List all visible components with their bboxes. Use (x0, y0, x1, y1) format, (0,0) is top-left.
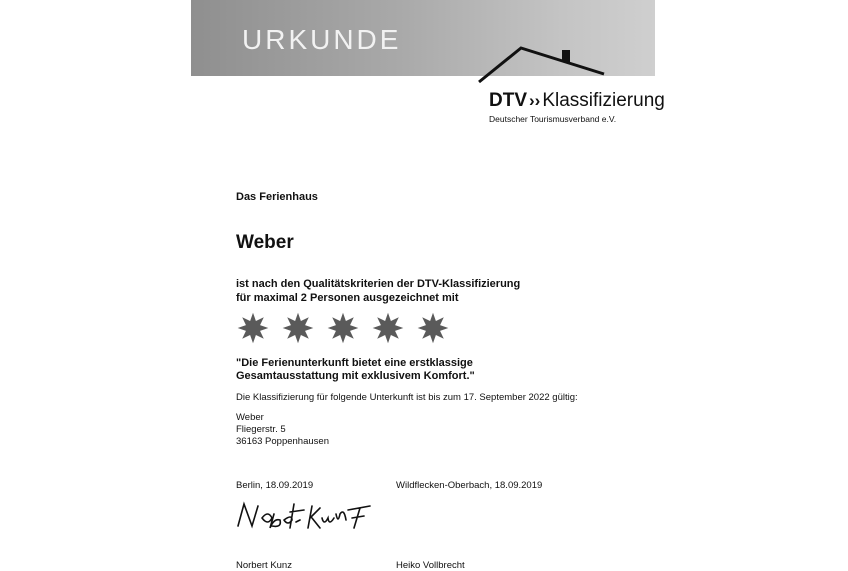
place-date-right: Wildflecken-Oberbach, 18.09.2019 (396, 480, 543, 491)
address-line-2: Fliegerstr. 5 (236, 424, 286, 435)
address-line-3: 36163 Poppenhausen (236, 436, 329, 447)
logo-subtitle: Deutscher Tourismusverband e.V. (489, 114, 617, 124)
star-icon (326, 311, 360, 345)
signatory-right-name: Heiko Vollbrecht (396, 560, 465, 571)
quote-line-1: "Die Ferienunterkunft bietet eine erstklassige (236, 357, 473, 369)
signatory-left-name: Norbert Kunz (236, 560, 292, 571)
star-icon (371, 311, 405, 345)
star-icon (236, 311, 270, 345)
address-line-1: Weber (236, 412, 264, 423)
place-date-left: Berlin, 18.09.2019 (236, 480, 314, 491)
star-rating (236, 311, 456, 347)
dtv-logo (489, 90, 665, 112)
star-icon (416, 311, 450, 345)
dtv-logo-text: DTV (489, 90, 527, 111)
validity-text: Die Klassifizierung für folgende Unterkunft ist bis zum 17. September 2022 gültig: (236, 392, 578, 403)
house-roof-icon (476, 44, 608, 88)
chevron-right-icon: ›› (529, 91, 541, 110)
signature-image (234, 496, 376, 532)
certificate-title: URKUNDE (242, 24, 402, 55)
criteria-line-1: ist nach den Qualitätskriterien der DTV-Klassifizierung (236, 278, 521, 290)
star-icon (281, 311, 315, 345)
accommodation-name: Weber (236, 232, 294, 253)
quote-line-2: Gesamtausstattung mit exklusivem Komfort." (236, 370, 475, 382)
klassifizierung-logo-text: Klassifizierung (542, 90, 665, 111)
criteria-line-2: für maximal 2 Personen ausgezeichnet mit (236, 292, 459, 304)
intro-text: Das Ferienhaus (236, 191, 318, 203)
